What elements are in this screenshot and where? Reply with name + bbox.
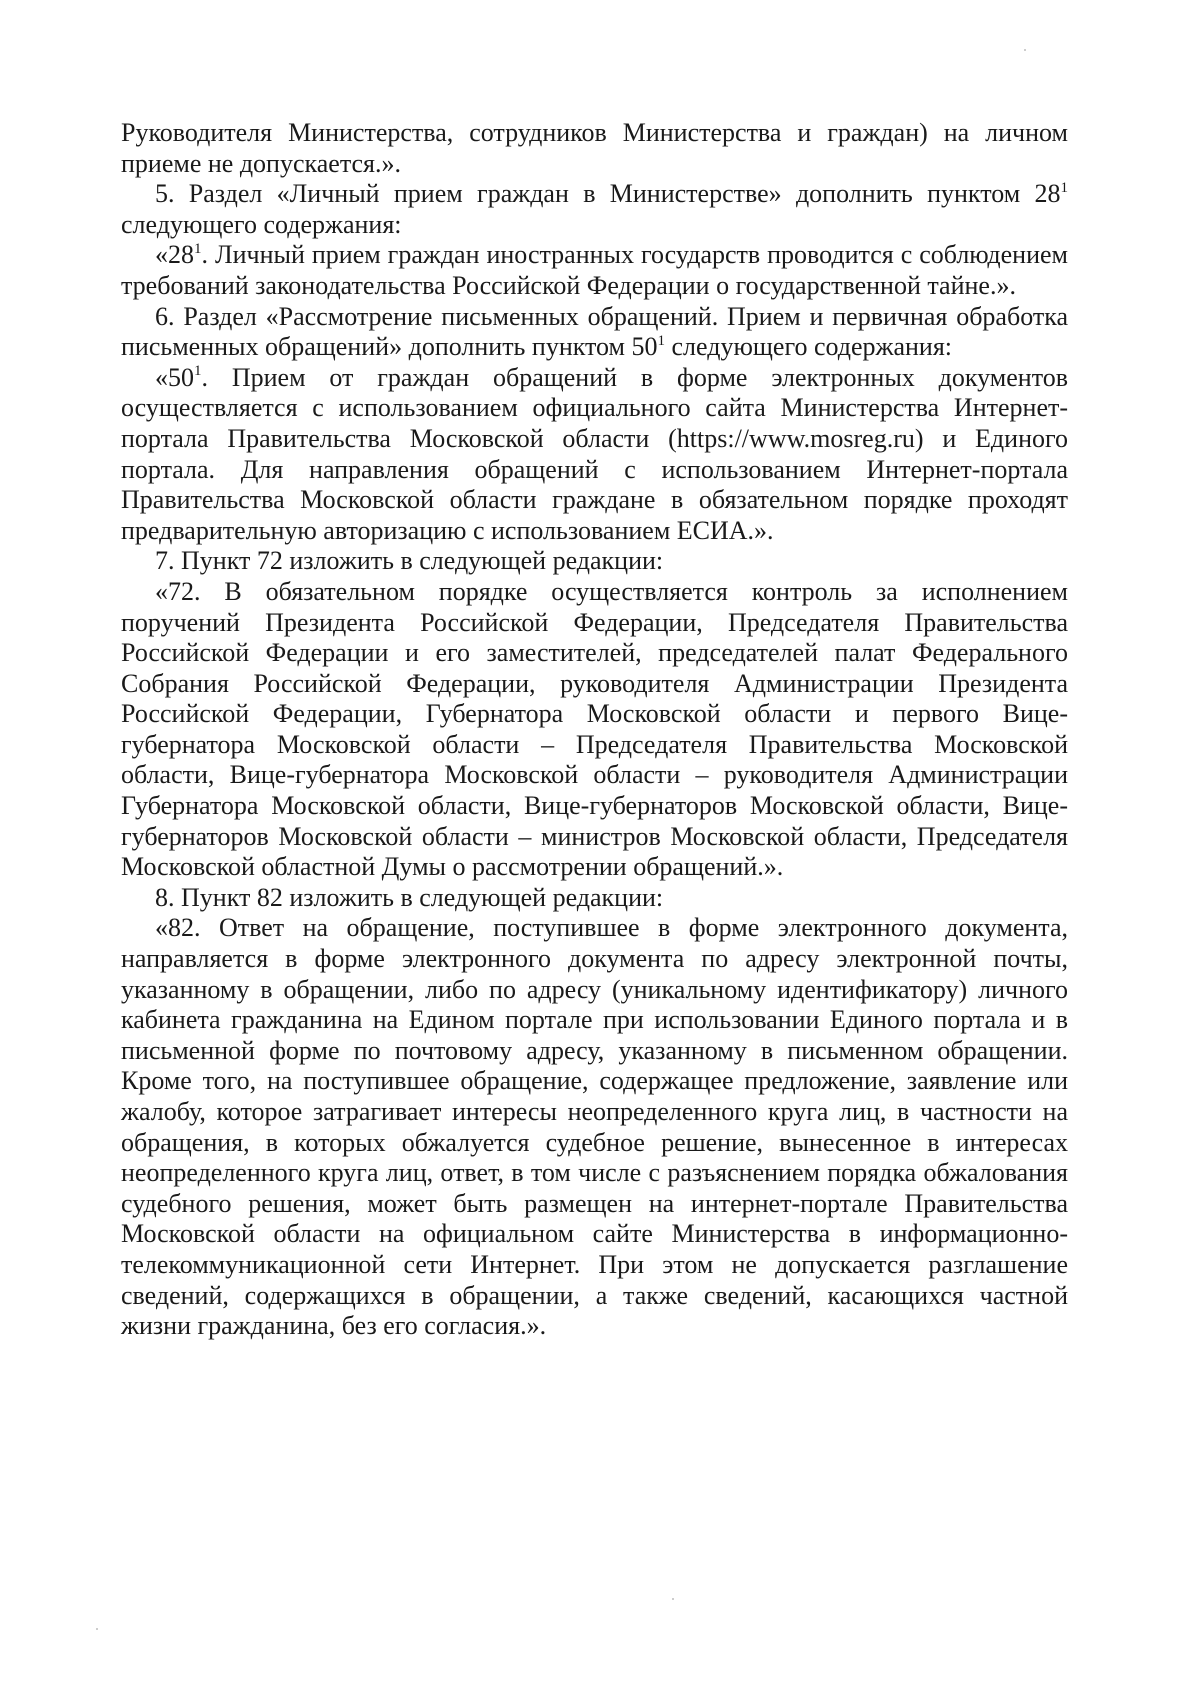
clause-28-text: . Личный прием граждан иностранных государств проводится с соблюдением требований законодательства Российской Федерации о государственной тайне.». bbox=[121, 240, 1068, 300]
clause-82-text: «82. Ответ на обращение, поступившее в форме электронного документа, направляется в форме электронного документа по адресу электронной почты, указанному в обращении, либо по адресу (уникальному идентификатору) личного кабинета гражданина на Едином портале при использовании Единого портала и в письменной форме по почтовому адресу, указанному в письменном обращении. Кроме того, на поступившее обращение, содержащее предложение, заявление или жалобу, которое затрагивает интересы неопределенного круга лиц, в частности на обращения, в которых обжалуется судебное решение, вынесенное в интересах неопределенного круга лиц, ответ, в том числе с разъяснением порядка обжалования судебного решения, может быть размещен на интернет-портале Правительства Московской области на официальном сайте Министерства в информационно-телекоммуникационной сети Интернет. При этом не допускается разглашение сведений, содержащихся в обращении, а также сведений, касающихся частной жизни гражданина, без его согласия.». bbox=[121, 913, 1068, 1341]
paragraph-clause-82 bbox=[121, 913, 1068, 1341]
item-6-text: 6. Раздел «Рассмотрение письменных обращений. Прием и первичная обработка письменных обращений» дополнить пунктом 50 bbox=[121, 301, 1068, 362]
paragraph-item-5 bbox=[121, 179, 1068, 240]
paragraph-clause-50-1 bbox=[121, 363, 1068, 547]
document-body bbox=[121, 118, 1068, 1342]
paragraph-item-8 bbox=[121, 883, 1068, 914]
clause-50-open: «50 bbox=[155, 362, 194, 392]
clause-72-text: «72. В обязательном порядке осуществляется контроль за исполнением поручений Президента Российской Федерации, Председателя Правительства Российской Федерации и его заместителей, председателей палат Федерального Собрания Российской Федерации, руководителя Администрации Президента Российской Федерации, Губернатора Московской области и первого Вице-губернатора Московской области – Председателя Правительства Московской области, Вице-губернатора Московской области – руководителя Администрации Губернатора Московской области, Вице-губернаторов Московской области, Вице-губернаторов Московской области – министров Московской области, Председателя Московской областной Думы о рассмотрении обращений.». bbox=[121, 576, 1068, 882]
scan-speck bbox=[96, 1628, 98, 1630]
item-5-tail: следующего содержания: bbox=[121, 209, 402, 239]
paragraph-continuation bbox=[121, 118, 1068, 179]
paragraph-continuation-text: Руководителя Министерства, сотрудников Министерства и граждан) на личном приеме не допускается.». bbox=[121, 118, 1068, 178]
item-5-superscript: 1 bbox=[1060, 179, 1068, 196]
item-8-text: 8. Пункт 82 изложить в следующей редакции: bbox=[155, 882, 664, 912]
clause-50-text: . Прием от граждан обращений в форме электронных документов осуществляется с использованием официального сайта Министерства Интернет-портала Правительства Московской области (https://www.mosreg.ru) и Единого портала. Для направления обращений с использованием Интернет-портала Правительства Московской области граждане в обязательном порядке проходят предварительную авторизацию с использованием ЕСИА.». bbox=[121, 362, 1068, 545]
clause-28-open: «28 bbox=[155, 240, 194, 270]
item-7-text: 7. Пункт 72 изложить в следующей редакции: bbox=[155, 546, 664, 576]
item-6-superscript: 1 bbox=[657, 332, 666, 349]
paragraph-item-6 bbox=[121, 302, 1068, 363]
item-5-text: 5. Раздел «Личный прием граждан в Министерстве» дополнить пунктом 28 bbox=[155, 179, 1061, 209]
item-6-tail: следующего содержания: bbox=[665, 332, 953, 362]
clause-28-superscript: 1 bbox=[194, 240, 202, 257]
scan-speck bbox=[672, 1598, 674, 1600]
paragraph-clause-72 bbox=[121, 577, 1068, 883]
paragraph-item-7 bbox=[121, 546, 1068, 577]
scan-speck bbox=[1024, 49, 1026, 51]
clause-50-superscript: 1 bbox=[194, 363, 202, 380]
paragraph-clause-28-1 bbox=[121, 240, 1068, 301]
